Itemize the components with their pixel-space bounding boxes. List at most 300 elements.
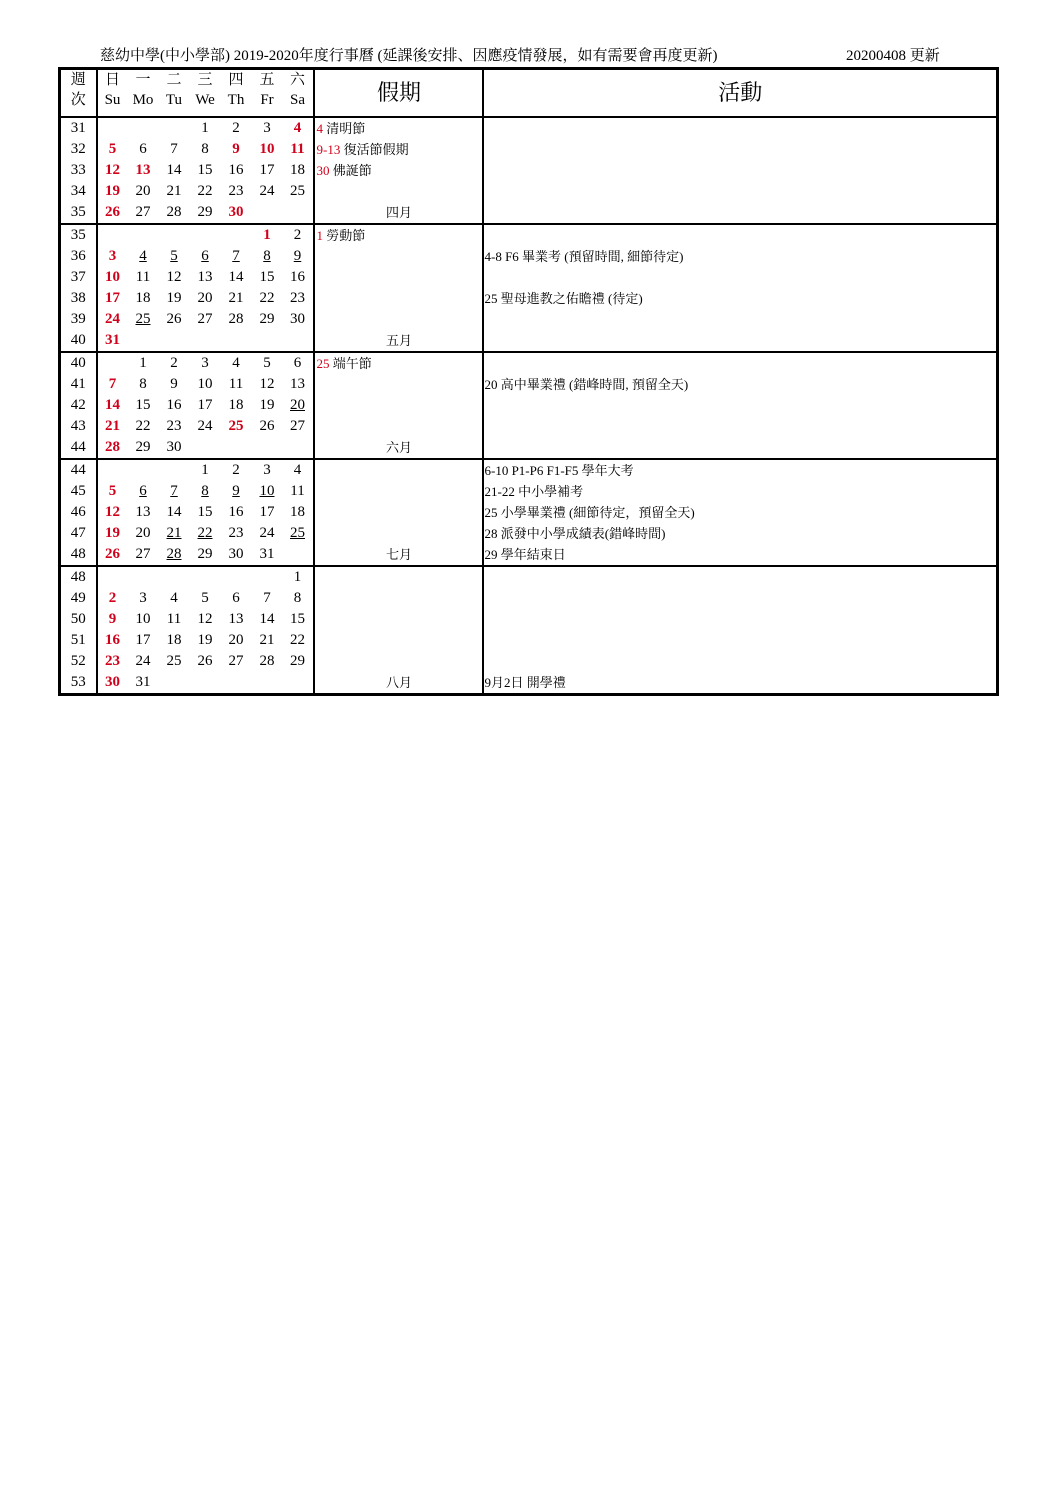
day-cell (190, 267, 221, 288)
day-cell (283, 374, 314, 395)
day-cell (128, 609, 159, 630)
day-en: Sa (290, 92, 305, 108)
activity-cell (483, 630, 998, 651)
day-number: 9 (293, 248, 302, 264)
holiday-cell (314, 288, 483, 309)
day-cell (190, 566, 221, 588)
day-zh: 六 (289, 72, 305, 88)
day-number: 9 (232, 483, 240, 499)
day-cell (128, 459, 159, 481)
week-number: 36 (60, 246, 97, 267)
day-cell (221, 246, 252, 267)
activity-cell (483, 437, 998, 459)
day-number: 25 (166, 653, 182, 669)
day-cell (159, 609, 190, 630)
activity-cell (483, 267, 998, 288)
activity-cell (483, 117, 998, 139)
day-cell (252, 309, 283, 330)
day-number: 24 (105, 311, 120, 327)
day-cell (97, 288, 128, 309)
day-cell (221, 139, 252, 160)
day-cell (159, 288, 190, 309)
day-cell (97, 459, 128, 481)
day-cell (283, 288, 314, 309)
day-number: 15 (290, 611, 305, 627)
day-cell (252, 523, 283, 544)
day-cell (252, 288, 283, 309)
day-number: 16 (290, 269, 305, 285)
day-number: 29 (197, 204, 213, 220)
activity-cell: 29 學年結束日 (483, 544, 998, 566)
day-cell (159, 330, 190, 352)
activity-cell (483, 566, 998, 588)
week-number: 50 (60, 609, 97, 630)
day-cell (97, 609, 128, 630)
day-cell (283, 481, 314, 502)
holiday-cell (314, 523, 483, 544)
day-number: 23 (105, 653, 120, 669)
activity-cell (483, 224, 998, 246)
day-cell (97, 502, 128, 523)
day-cell (252, 160, 283, 181)
day-cell (252, 202, 283, 224)
day-number: 1 (293, 569, 302, 585)
day-number: 19 (197, 632, 213, 648)
week-row (60, 630, 998, 651)
week-number: 33 (60, 160, 97, 181)
day-number: 5 (108, 483, 117, 499)
week-number: 38 (60, 288, 97, 309)
day-cell (283, 330, 314, 352)
week-row (60, 523, 998, 544)
week-row (60, 288, 998, 309)
day-cell (221, 651, 252, 672)
day-number: 1 (263, 227, 271, 243)
page-title: 慈幼中學(中小學部) 2019-2020年度行事曆 (延課後安排、因應疫情發展，如有需要會再度更新) (100, 48, 718, 64)
day-number: 28 (166, 204, 182, 220)
month-label: 七月 (385, 547, 412, 562)
day-number: 28 (228, 311, 244, 327)
day-cell (283, 395, 314, 416)
day-cell (252, 588, 283, 609)
day-number: 29 (259, 311, 275, 327)
day-cell (283, 672, 314, 695)
day-cell (97, 139, 128, 160)
day-number: 21 (166, 525, 182, 541)
activity-cell: 28 派發中小學成績表(錯峰時間) (484, 526, 666, 541)
day-number: 7 (263, 590, 271, 606)
day-cell (252, 267, 283, 288)
day-cell (221, 672, 252, 695)
day-number: 31 (135, 674, 151, 690)
day-number: 2 (108, 590, 117, 606)
day-cell (190, 181, 221, 202)
day-header-thu (221, 69, 252, 118)
day-cell (283, 160, 314, 181)
day-number: 30 (228, 204, 244, 220)
holiday-cell (314, 139, 483, 160)
day-cell (190, 459, 221, 481)
day-number: 27 (290, 418, 305, 434)
activity-cell (483, 352, 998, 374)
day-cell (159, 202, 190, 224)
week-number: 44 (60, 459, 97, 481)
day-cell (159, 267, 190, 288)
day-cell (283, 181, 314, 202)
day-cell (283, 224, 314, 246)
day-number: 7 (170, 483, 178, 499)
day-header-tue (159, 69, 190, 118)
activity-cell (483, 651, 998, 672)
day-number: 11 (166, 611, 182, 627)
week-row (60, 181, 998, 202)
activity-cell (483, 416, 998, 437)
day-cell (190, 139, 221, 160)
day-number: 4 (293, 120, 302, 136)
day-cell (97, 544, 128, 566)
day-number: 10 (259, 483, 275, 499)
day-cell (97, 224, 128, 246)
holiday-cell (314, 395, 483, 416)
week-row (60, 481, 998, 502)
week-number: 37 (60, 267, 97, 288)
day-number: 27 (135, 204, 151, 220)
day-number: 25 (228, 418, 244, 434)
day-number: 22 (259, 290, 275, 306)
day-cell (159, 139, 190, 160)
day-cell (97, 651, 128, 672)
day-number: 14 (259, 611, 275, 627)
day-cell (128, 566, 159, 588)
week-row (60, 672, 998, 695)
holiday-cell (314, 566, 483, 588)
week-number: 35 (60, 202, 97, 224)
day-cell (190, 630, 221, 651)
calendar-table (58, 67, 999, 696)
day-number: 10 (135, 611, 151, 627)
day-cell (221, 523, 252, 544)
day-number: 26 (105, 204, 120, 220)
holiday-cell (314, 352, 483, 374)
day-number: 30 (290, 311, 305, 327)
day-cell (283, 309, 314, 330)
day-cell (190, 651, 221, 672)
holiday-cell (314, 224, 483, 246)
day-number: 10 (105, 269, 120, 285)
day-number: 5 (201, 590, 209, 606)
week-header (60, 69, 97, 118)
day-cell (159, 502, 190, 523)
week-row (60, 588, 998, 609)
day-number: 4 (170, 590, 178, 606)
day-number: 17 (259, 504, 275, 520)
day-number: 10 (259, 141, 275, 157)
holiday-date: 9-13 (316, 142, 341, 157)
week-number: 49 (60, 588, 97, 609)
day-cell (97, 330, 128, 352)
day-cell (190, 588, 221, 609)
week-row (60, 502, 998, 523)
week-header-line1: 週 (70, 72, 86, 88)
day-number: 25 (290, 183, 305, 199)
day-number: 1 (201, 120, 209, 136)
day-number: 23 (290, 290, 305, 306)
day-cell (159, 246, 190, 267)
holiday-name: 復活節假期 (340, 142, 409, 157)
day-number: 22 (290, 632, 305, 648)
week-number: 31 (60, 117, 97, 139)
day-number: 10 (197, 376, 213, 392)
day-cell (252, 374, 283, 395)
day-cell (221, 224, 252, 246)
day-number: 17 (259, 162, 275, 178)
day-number: 12 (166, 269, 182, 285)
holiday-cell (314, 374, 483, 395)
day-cell (97, 566, 128, 588)
day-number: 15 (197, 162, 213, 178)
day-cell (97, 395, 128, 416)
holiday-date: 4 (316, 121, 323, 136)
day-cell (128, 117, 159, 139)
day-number: 26 (259, 418, 275, 434)
activity-cell (483, 139, 998, 160)
day-zh: 三 (197, 72, 213, 88)
day-cell (252, 630, 283, 651)
day-number: 18 (290, 504, 305, 520)
week-row (60, 416, 998, 437)
day-number: 16 (228, 504, 244, 520)
day-cell (159, 523, 190, 544)
day-number: 6 (201, 248, 209, 264)
day-zh: 四 (228, 72, 244, 88)
day-en: Fr (260, 92, 274, 108)
day-cell (128, 651, 159, 672)
week-number: 44 (60, 437, 97, 459)
activity-cell (483, 395, 998, 416)
day-cell (159, 395, 190, 416)
day-number: 20 (228, 632, 244, 648)
day-cell (97, 309, 128, 330)
day-cell (190, 672, 221, 695)
day-cell (283, 630, 314, 651)
day-cell (128, 544, 159, 566)
day-cell (221, 202, 252, 224)
day-number: 4 (139, 248, 147, 264)
holiday-cell (314, 544, 483, 566)
day-cell (97, 588, 128, 609)
day-number: 4 (293, 462, 302, 478)
day-number: 22 (197, 525, 213, 541)
day-number: 29 (290, 653, 305, 669)
day-number: 11 (290, 141, 305, 157)
day-number: 13 (135, 504, 151, 520)
week-number: 40 (60, 352, 97, 374)
activity-cell: 20 高中畢業禮 (錯峰時間, 預留全天) (484, 377, 689, 392)
day-en: Th (227, 92, 245, 108)
activity-header: 活動 (483, 69, 998, 118)
day-cell (283, 523, 314, 544)
week-row (60, 544, 998, 566)
day-number: 29 (197, 546, 213, 562)
day-cell (221, 416, 252, 437)
day-cell (128, 139, 159, 160)
day-number: 5 (263, 355, 271, 371)
day-cell (97, 181, 128, 202)
week-number: 43 (60, 416, 97, 437)
day-number: 3 (108, 248, 117, 264)
day-number: 12 (259, 376, 275, 392)
day-cell (252, 437, 283, 459)
table-header (60, 69, 998, 118)
month-label: 八月 (385, 675, 412, 690)
day-cell (252, 352, 283, 374)
day-number: 8 (263, 248, 271, 264)
day-number: 11 (135, 269, 151, 285)
day-cell (159, 672, 190, 695)
day-number: 27 (197, 311, 213, 327)
day-number: 2 (232, 120, 240, 136)
day-cell (221, 609, 252, 630)
day-number: 18 (135, 290, 151, 306)
day-cell (283, 202, 314, 224)
day-cell (190, 352, 221, 374)
week-number: 39 (60, 309, 97, 330)
holiday-name: 清明節 (323, 121, 366, 136)
day-en: Mo (132, 92, 154, 108)
week-row (60, 437, 998, 459)
day-cell (252, 139, 283, 160)
day-number: 30 (228, 546, 244, 562)
week-row (60, 374, 998, 395)
day-cell (283, 246, 314, 267)
day-cell (190, 374, 221, 395)
day-number: 8 (201, 483, 209, 499)
day-cell (190, 160, 221, 181)
week-number: 34 (60, 181, 97, 202)
day-cell (97, 374, 128, 395)
day-cell (97, 117, 128, 139)
week-number: 45 (60, 481, 97, 502)
week-row (60, 246, 998, 267)
holiday-cell (314, 416, 483, 437)
day-number: 15 (259, 269, 275, 285)
day-zh: 五 (259, 72, 275, 88)
activity-cell (483, 609, 998, 630)
week-row (60, 395, 998, 416)
day-number: 24 (197, 418, 213, 434)
day-cell (97, 202, 128, 224)
day-number: 28 (105, 439, 120, 455)
day-number: 20 (135, 525, 151, 541)
calendar-body (60, 117, 998, 695)
day-number: 16 (105, 632, 120, 648)
month-label: 六月 (385, 440, 412, 455)
day-number: 20 (197, 290, 213, 306)
holiday-date: 25 (316, 356, 330, 371)
day-header-mon (128, 69, 159, 118)
holiday-cell (314, 117, 483, 139)
holiday-cell (314, 588, 483, 609)
day-cell (97, 416, 128, 437)
day-number: 2 (293, 227, 302, 243)
day-cell (128, 502, 159, 523)
day-en: We (195, 92, 215, 108)
day-cell (283, 609, 314, 630)
day-number: 31 (259, 546, 275, 562)
day-number: 15 (135, 397, 151, 413)
day-cell (128, 288, 159, 309)
day-cell (97, 481, 128, 502)
week-number: 35 (60, 224, 97, 246)
day-number: 18 (166, 632, 182, 648)
day-cell (190, 246, 221, 267)
month-label: 五月 (385, 333, 412, 348)
day-cell (252, 609, 283, 630)
day-number: 9 (108, 611, 117, 627)
day-number: 25 (135, 311, 151, 327)
day-cell (159, 224, 190, 246)
day-cell (252, 544, 283, 566)
day-number: 27 (228, 653, 244, 669)
holiday-name: 勞動節 (323, 228, 366, 243)
day-cell (252, 566, 283, 588)
day-cell (159, 481, 190, 502)
day-zh: 一 (135, 72, 151, 88)
holiday-cell (314, 309, 483, 330)
activity-cell: 21-22 中小學補考 (484, 484, 584, 499)
day-number: 13 (290, 376, 305, 392)
day-number: 3 (139, 590, 147, 606)
day-cell (252, 224, 283, 246)
week-row (60, 139, 998, 160)
week-row (60, 459, 998, 481)
day-cell (252, 395, 283, 416)
day-number: 28 (166, 546, 182, 562)
day-cell (97, 672, 128, 695)
day-cell (159, 374, 190, 395)
activity-cell: 6-10 P1-P6 F1-F5 學年大考 (484, 463, 634, 478)
day-cell (221, 437, 252, 459)
day-cell (159, 459, 190, 481)
day-cell (97, 267, 128, 288)
activity-cell (483, 181, 998, 202)
holiday-cell (314, 481, 483, 502)
day-cell (283, 437, 314, 459)
day-cell (221, 502, 252, 523)
day-number: 4 (232, 355, 240, 371)
day-cell (221, 566, 252, 588)
day-cell (283, 544, 314, 566)
day-number: 29 (135, 439, 151, 455)
day-cell (128, 588, 159, 609)
day-cell (159, 117, 190, 139)
day-number: 18 (228, 397, 244, 413)
day-number: 20 (290, 397, 305, 413)
day-cell (97, 352, 128, 374)
day-cell (283, 352, 314, 374)
day-cell (283, 117, 314, 139)
day-cell (190, 117, 221, 139)
holiday-cell (314, 672, 483, 695)
day-cell (128, 416, 159, 437)
day-number: 6 (293, 355, 302, 371)
activity-cell (483, 202, 998, 224)
day-number: 21 (166, 183, 182, 199)
day-cell (190, 309, 221, 330)
day-number: 9 (170, 376, 178, 392)
day-cell (159, 651, 190, 672)
day-number: 1 (201, 462, 209, 478)
